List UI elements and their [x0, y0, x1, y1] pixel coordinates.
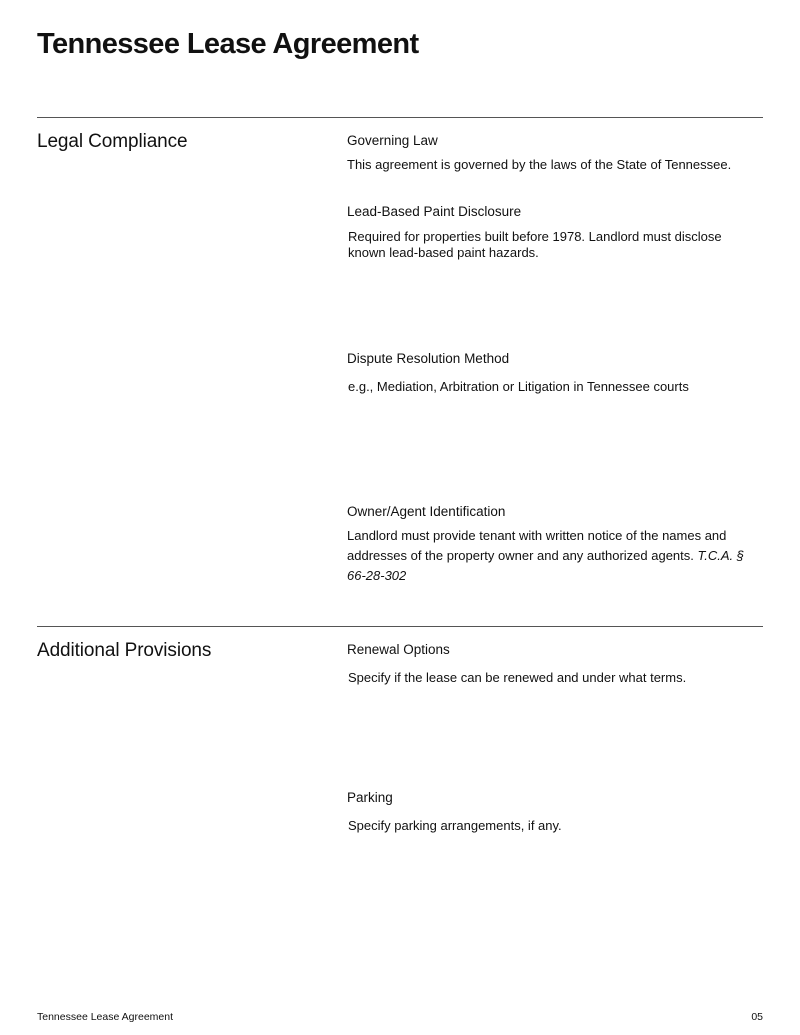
field-text-renewal-options: Specify if the lease can be renewed and under what terms.	[348, 670, 687, 685]
section-divider	[37, 117, 763, 118]
section-title-legal-compliance: Legal Compliance	[37, 131, 188, 152]
field-label-governing-law: Governing Law	[347, 133, 438, 148]
field-text-lead-paint: Required for properties built before 1978. Landlord must disclose known lead-based paint hazards.	[348, 229, 722, 260]
section-divider	[37, 626, 763, 627]
page-title: Tennessee Lease Agreement	[37, 28, 419, 60]
field-label-renewal-options: Renewal Options	[347, 642, 450, 657]
field-text-governing-law: This agreement is governed by the laws of the State of Tennessee.	[347, 157, 732, 172]
section-title-additional-provisions: Additional Provisions	[37, 640, 212, 661]
field-label-dispute-resolution: Dispute Resolution Method	[347, 351, 510, 366]
owner-agent-body: Landlord must provide tenant with written notice of the names and addresses of the property owner and any authorized agents.	[347, 528, 727, 563]
field-text-dispute-resolution: e.g., Mediation, Arbitration or Litigation in Tennessee courts	[348, 379, 689, 394]
field-label-lead-paint: Lead-Based Paint Disclosure	[347, 204, 522, 219]
field-label-owner-agent: Owner/Agent Identification	[347, 504, 506, 519]
footer-page-number: 05	[751, 1011, 763, 1023]
footer-document-name: Tennessee Lease Agreement	[37, 1011, 174, 1023]
field-label-parking: Parking	[347, 790, 393, 805]
statute-citation: T.C.A. § 66-28-302	[347, 548, 744, 583]
field-text-parking: Specify parking arrangements, if any.	[348, 818, 562, 833]
field-text-owner-agent	[347, 526, 759, 586]
